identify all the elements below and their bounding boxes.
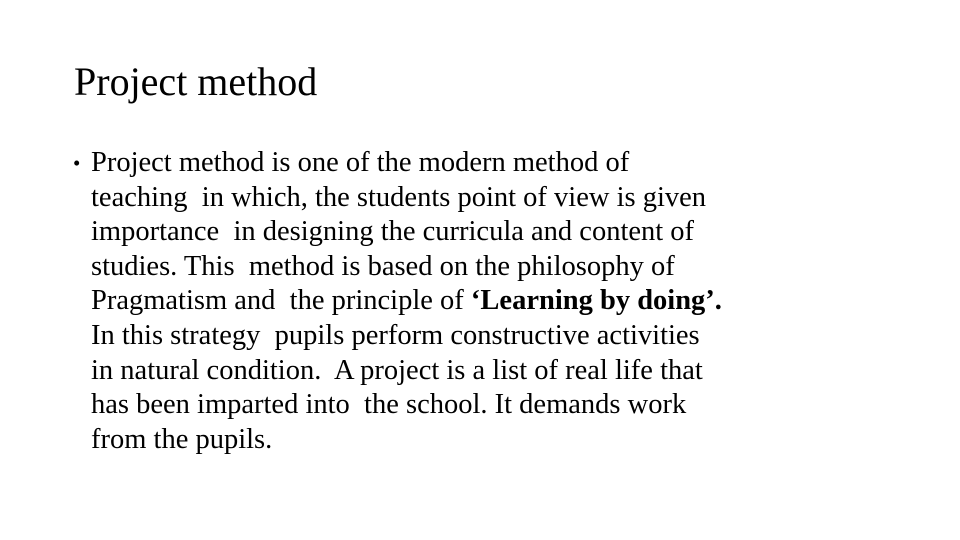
paragraph-line-2: teaching in which, the students point of view is given [91,181,707,213]
paragraph-line-4: studies. This method is based on the philosophy of [91,250,675,282]
paragraph-line-6: In this strategy pupils perform constructive activities [91,319,700,351]
bullet-item [73,146,893,457]
bullet-dot-icon: • [73,151,81,175]
paragraph-line-3: importance in designing the curricula and content of [91,216,695,248]
paragraph-line-8: has been imparted into the school. It demands work [91,389,687,421]
slide-title: Project method [74,59,318,104]
bullet-paragraph [91,146,722,457]
paragraph-line-5-text: Pragmatism and the principle of [91,285,471,317]
paragraph-line-1: Project method is one of the modern method of [91,147,630,178]
emphasis-learning-by-doing: ‘Learning by doing’. [470,285,722,317]
paragraph-line-5 [91,284,722,319]
paragraph-line-7: in natural condition. A project is a list of real life that [91,354,703,386]
bullet-list [73,146,893,457]
paragraph-line-9: from the pupils. [91,423,273,455]
